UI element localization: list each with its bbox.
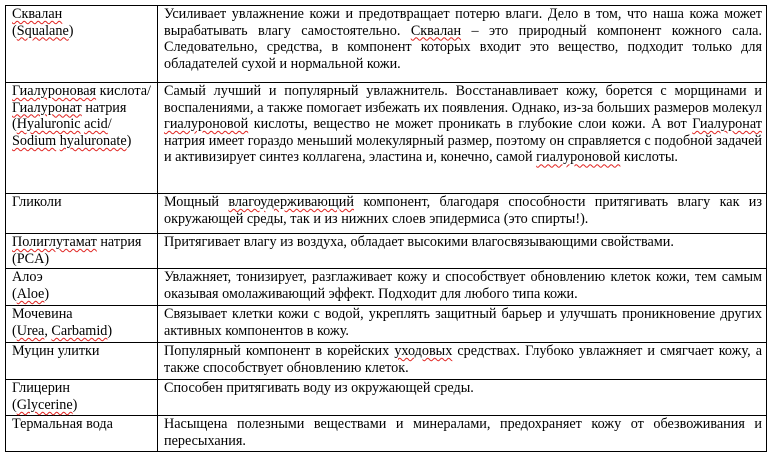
ingredient-name-cell: Термальная вода <box>6 416 158 452</box>
ingredient-name-cell: Мочевина (Urea, Carbamid) <box>6 306 158 343</box>
ingredient-name-cell: Сквалан (Squalane) <box>6 6 158 83</box>
spellcheck-flagged-word: Carbamid <box>51 322 108 339</box>
spellcheck-flagged-word: Гиалуронат <box>692 116 762 133</box>
table-row <box>6 194 767 234</box>
spellcheck-flagged-word: Squalane <box>16 22 69 39</box>
spellcheck-flagged-word: Полиглутамат <box>12 234 97 250</box>
table-row <box>6 83 767 194</box>
spellcheck-flagged-word: Aloe <box>16 285 45 302</box>
spellcheck-flagged-word: Сквалан <box>12 6 63 22</box>
spellcheck-flagged-word: гиалуроновой <box>536 149 621 166</box>
table-row <box>6 6 767 83</box>
ingredient-description-cell: Связывает клетки кожи с водой, укреплять защитный барьер и улучшать проникновение других активных компонентов в кожу. <box>158 306 767 343</box>
spellcheck-flagged-word: Glycerine <box>16 396 73 413</box>
spellcheck-flagged-word: уходовых <box>394 343 453 360</box>
ingredient-description-cell: Самый лучший и популярный увлажнитель. Восстанавливает кожу, борется с морщинами и воспалениями, а также помогает избежать их появления. Однако, из-за больших размеров молекул гиалуроновой кислоты, вещество не может проникать в глубокие слои кожи. А вот Гиалуронат натрия имеет гораздо меньший молекулярный размер, поэтому он справляется с подобной задачей и активизирует синтез коллагена, эластина и, конечно, самой гиалуроновой кислоты. <box>158 83 767 194</box>
ingredient-name-cell: Глицерин (Glycerine) <box>6 380 158 416</box>
table-row <box>6 234 767 269</box>
ingredient-description-cell: Увлажняет, тонизирует, разглаживает кожу и способствует обновлению клеток кожи, тем самым оказывая омолаживающий эффект. Подходит для любого типа кожи. <box>158 269 767 306</box>
table-row <box>6 343 767 380</box>
ingredient-name-cell: Гликоли <box>6 194 158 234</box>
ingredient-name-cell: Муцин улитки <box>6 343 158 380</box>
table-row <box>6 380 767 416</box>
spellcheck-flagged-word: Sodium <box>12 132 57 149</box>
ingredient-description-cell: Притягивает влагу из воздуха, обладает высокими влагосвязывающими свойствами. <box>158 234 767 269</box>
spellcheck-flagged-word: влагоудерживающий <box>228 194 354 210</box>
table-row <box>6 416 767 452</box>
spellcheck-flagged-word: Urea <box>16 322 45 339</box>
ingredient-description-cell: Мощный влагоудерживающий компонент, благодаря способности притягивать влагу как из окружающей среды, так и из нижних слоев эпидермиса (это спирты!). <box>158 194 767 234</box>
table-row <box>6 269 767 306</box>
spellcheck-flagged-word: гиалуроновой <box>164 116 249 133</box>
ingredient-description-cell: Насыщена полезными веществами и минералами, предохраняет кожу от обезвоживания и пересыхания. <box>158 416 767 452</box>
ingredient-name-cell: Полиглутамат натрия (PCA) <box>6 234 158 269</box>
ingredient-name-cell: Алоэ (Aloe) <box>6 269 158 306</box>
spellcheck-flagged-word: acid <box>84 116 108 133</box>
ingredient-description-cell: Популярный компонент в корейских уходовых средствах. Глубоко увлажняет и смягчает кожу, а также способствует обновлению клеток. <box>158 343 767 380</box>
spellcheck-flagged-word: Гиалуроновая <box>12 83 97 99</box>
spellcheck-flagged-word: Hyaluronic <box>16 116 81 133</box>
table-row <box>6 306 767 343</box>
ingredients-table <box>5 5 767 452</box>
ingredient-name-cell: Гиалуроновая кислота/ Гиалуронат натрия (Hyaluronic acid/ Sodium hyaluronate) <box>6 83 158 194</box>
spellcheck-flagged-word: Сквалан <box>410 22 462 39</box>
spellcheck-flagged-word: hyaluronate <box>59 132 127 149</box>
ingredient-description-cell: Способен притягивать воду из окружающей среды. <box>158 380 767 416</box>
ingredient-description-cell: Усиливает увлажнение кожи и предотвращает потерю влаги. Дело в том, что наша кожа может вырабатывать влагу самостоятельно. Сквалан – это природный компонент кожного сала. Следовательно, средства, в компонент которых входит это вещество, подходит только для обладателей сухой и нормальной кожи. <box>158 6 767 83</box>
spellcheck-flagged-word: Гиалуронат <box>12 99 82 116</box>
